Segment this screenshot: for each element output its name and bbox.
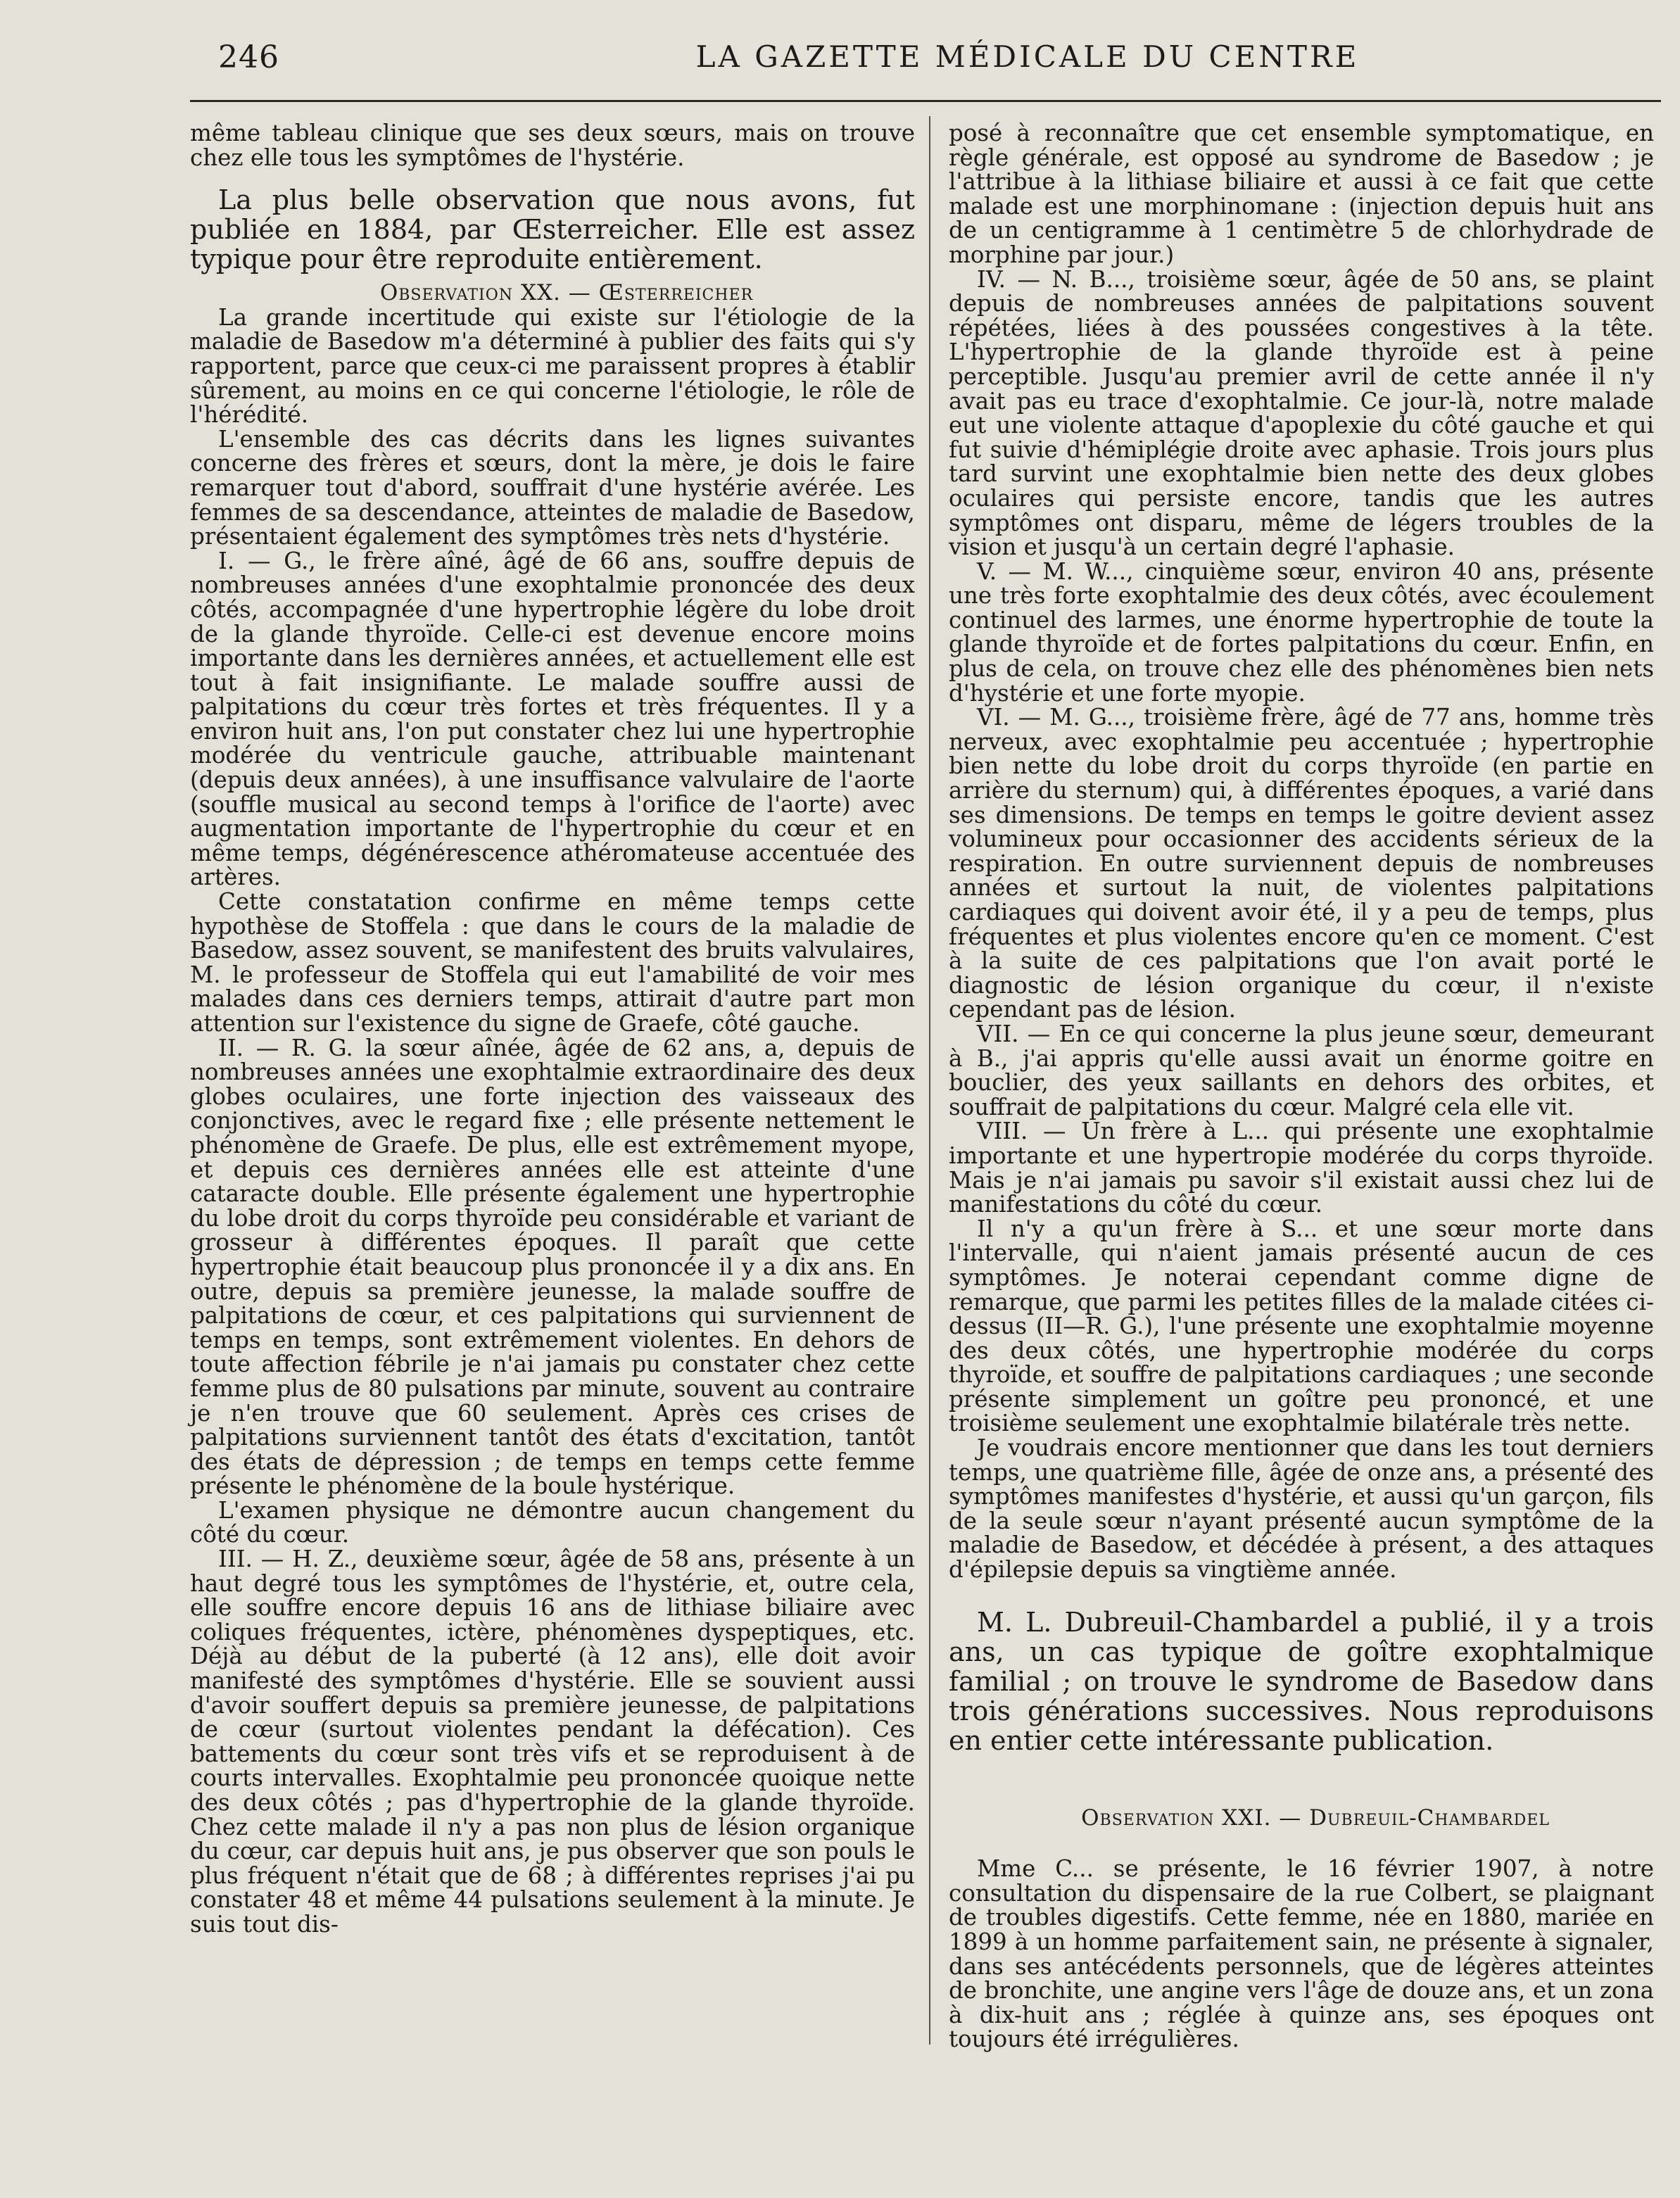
intro-paragraph: M. L. Dubreuil-Chambardel a publié, il y a trois ans, un cas typique de goître exophtalmique familial ; on trouve le syndrome de Basedow dans trois générations successives. Nous reproduisons en entier cette intéressante publication. <box>949 1606 1654 1756</box>
paragraph: Mme C... se présente, le 16 février 1907, à notre consultation du dispensaire de la rue Colbert, se plaignant de troubles digestifs. Cette femme, née en 1880, mariée en 1899 à un homme parfaitement sain, ne présente à signaler, dans ses antécédents personnels, que de légères atteintes de bronchite, une angine vers l'âge de douze ans, et un zona à dix-huit ans ; réglée à quinze ans, ses époques ont toujours été irrégulières. <box>949 1855 1654 2053</box>
case-paragraph: III. — H. Z., deuxième sœur, âgée de 58 ans, présente à un haut degré tous les symptômes de l'hystérie, et, outre cela, elle souffre encore depuis 16 ans de lithiase biliaire avec coliques fréquentes, ictère, phénomènes dyspeptiques, etc. Déjà au début de la puberté (à 12 ans), elle doit avoir manifesté des symptômes d'hystérie. Elle se souvient aussi d'avoir souffert depuis sa première jeunesse, de palpitations de cœur (surtout violentes pendant la défécation). Ces battements du cœur sont très vifs et se reproduisent à de courts intervalles. Exophtalmie peu prononcée quoique nette des deux côtés ; pas d'hypertrophie de la glande thyroïde. Chez cette malade il n'y a pas non plus de lésion organique du cœur, car depuis huit ans, je pus observer que son pouls le plus fréquent n'était que de 68 ; à différentes reprises j'ai pu constater 48 et même 44 pulsations seulement à la minute. Je suis tout dis- <box>190 1546 915 1938</box>
case-paragraph: IV. — N. B..., troisième sœur, âgée de 50 ans, se plaint depuis de nombreuses années de palpitations souvent répétées, liées à des poussées congestives à la tête. L'hypertrophie de la glande thyroïde est à peine perceptible. Jusqu'au premier avril de cette année il n'y avait pas eu trace d'exophtalmie. Ce jour-là, notre malade eut une violente attaque d'apoplexie du côté gauche et qui fut suivie d'hémiplégie droite avec aphasie. Trois jours plus tard survint une exophtalmie bien nette des deux globes oculaires qui persiste encore, tandis que les autres symptômes ont disparu, même de légers troubles de la vision et jusqu'à un certain degré l'aphasie. <box>949 265 1654 561</box>
paragraph: Je voudrais encore mentionner que dans les tout derniers temps, une quatrième fille, âgée de onze ans, a présenté des symptômes manifestes d'hystérie, et aussi qu'un garçon, fils de la seule sœur n'ayant présenté aucun symptôme de la maladie de Basedow, et décédée à présent, a des attaques d'épilepsie depuis sa vingtième année. <box>949 1434 1654 1584</box>
case-paragraph: VIII. — Un frère à L... qui présente une exophtalmie importante et une hypertropie modérée du corps thyroïde. Mais je n'ai jamais pu savoir s'il existait aussi chez lui de manifestations du côté du cœur. <box>949 1118 1654 1218</box>
case-paragraph: V. — M. W..., cinquième sœur, environ 40 ans, présente une très forte exophtalmie des deux côtés, avec écoulement continuel des larmes, une énorme hypertrophie de toute la glande thyroïde et de fortes palpitations du cœur. Enfin, en plus de cela, on trouve chez elle des phénomènes bien nets d'hystérie et une forte myopie. <box>949 557 1654 707</box>
page-header <box>190 34 1661 83</box>
observation-heading: Observation XXI. — Dubreuil-Chambardel <box>1081 1805 1550 1831</box>
paragraph: Cette constatation confirme en même temps cette hypothèse de Stoffela : que dans le cours de la maladie de Basedow, assez souvent, se manifestent des bruits valvulaires, M. le professeur de Stoffela qui eut l'amabilité de voir mes malades dans ces derniers temps, attirait d'autre part mon attention sur l'existence du signe de Graefe, côté gauche. <box>190 888 915 1037</box>
case-paragraph: I. — G., le frère aîné, âgé de 66 ans, souffre depuis de nombreuses années d'une exophtalmie prononcée des deux côtés, accompagnée d'une hypertrophie légère du lobe droit de la glande thyroïde. Celle-ci est devenue encore moins importante dans les dernières années, et actuellement elle est tout à fait insignifiante. Le malade souffre aussi de palpitations du cœur très fortes et très fréquentes. Il y a environ huit ans, l'on put constater chez lui une hypertrophie modérée du ventricule gauche, attribuable maintenant (depuis deux années), à une insuffisance valvulaire de l'aorte (souffle musical au second temps à l'orifice de l'aorte) avec augmentation importante de l'hypertrophie du cœur et en même temps, dégénérescence athéromateuse accentuée des artères. <box>190 547 915 891</box>
right-column <box>949 121 1654 2052</box>
header-rule <box>190 100 1661 102</box>
paragraph: posé à reconnaître que cet ensemble symptomatique, en règle générale, est opposé au syndrome de Basedow ; je l'attribue à la lithiase biliaire et aussi à ce fait que cette malade est une morphinomane : (injection depuis huit ans de un centigramme à 1 centimètre 5 de chlorhydrade de morphine par jour.) <box>949 120 1654 268</box>
left-column <box>190 121 915 1937</box>
paragraph: même tableau clinique que ses deux sœurs, mais on trouve chez elle tous les symptômes de l'hystérie. <box>190 120 915 171</box>
paragraph: Il n'y a qu'un frère à S... et une sœur morte dans l'intervalle, qui n'aient jamais présenté aucun de ces symptômes. Je noterai cependant comme digne de remarque, que parmi les petites filles de la malade citées ci-dessus (II—R. G.), l'une présente une exophtalmie moyenne des deux côtés, une hypertrophie modérée du corps thyroïde, et souffre de palpitations cardiaques ; une seconde présente simplement un goître peu prononcé, et une troisième seulement une exophtalmie bilatérale très nette. <box>949 1215 1654 1437</box>
paragraph: La grande incertitude qui existe sur l'étiologie de la maladie de Basedow m'a déterminé à publier des faits qui s'y rapportent, parce que ceux-ci me paraissent propres à établir sûrement, au moins en ce qui concerne l'étiologie, le rôle de l'hérédité. <box>190 303 915 429</box>
running-title: LA GAZETTE MÉDICALE DU CENTRE <box>695 39 1360 74</box>
paragraph: L'ensemble des cas décrits dans les lignes suivantes concerne des frères et sœurs, dont la mère, je dois le faire remarquer tout d'abord, souffrait d'une hystérie avérée. Les femmes de sa descendance, atteintes de maladie de Basedow, présentaient également des symptômes très nets d'hystérie. <box>190 425 915 550</box>
case-paragraph: VII. — En ce qui concerne la plus jeune sœur, demeurant à B., j'ai appris qu'elle aussi avait un énorme goitre en bouclier, des yeux saillants en dehors des orbites, et souffrait de palpitations du cœur. Malgré cela elle vit. <box>949 1020 1654 1120</box>
page-number: 246 <box>218 39 279 75</box>
intro-paragraph: La plus belle observation que nous avons, fut publiée en 1884, par Œsterreicher. Elle est assez typique pour être reproduite entièrement. <box>190 184 915 275</box>
column-divider <box>929 116 930 2045</box>
observation-heading: Observation XX. — Œsterreicher <box>379 280 754 306</box>
case-paragraph: II. — R. G. la sœur aînée, âgée de 62 ans, a, depuis de nombreuses années une exophtalmie extraordinaire des deux globes oculaires, une forte injection des vaisseaux des conjonctives, avec le regard fixe ; elle présente nettement le phénomène de Graefe. De plus, elle est extrêmement myope, et depuis ces dernières années elle est atteinte d'une cataracte double. Elle présente également une hypertrophie du lobe droit du corps thyroïde peu considérable et variant de grosseur à différentes époques. Il paraît que cette hypertrophie était beaucoup plus prononcée il y a dix ans. En outre, depuis sa première jeunesse, la malade souffre de palpitations de cœur, et ces palpitations qui surviennent de temps en temps, sont extrêmement violentes. En dehors de toute affection fébrile je n'ai jamais pu constater chez cette femme plus de 80 pulsations par minute, souvent au contraire je n'en trouve que 60 seulement. Après ces crises de palpitations surviennent tantôt des états d'excitation, tantôt des états de dépression ; de temps en temps cette femme présente le phénomène de la boule hystérique. <box>190 1034 915 1500</box>
paragraph: L'examen physique ne démontre aucun changement du côté du cœur. <box>190 1496 915 1548</box>
case-paragraph: VI. — M. G..., troisième frère, âgé de 77 ans, homme très nerveux, avec exophtalmie peu accentuée ; hypertrophie bien nette du lobe droit du corps thyroïde (en partie en arrière du sternum) qui, à différentes époques, a varié dans ses dimensions. De temps en temps le goitre devient assez volumineux pour occasionner des accidents sérieux de la respiration. En outre surviennent depuis de nombreuses années et surtout la nuit, de violentes palpitations cardiaques qui doivent avoir été, il y a peu de temps, plus fréquentes et plus violentes encore qu'en ce moment. C'est à la suite de ces palpitations que l'on avait porté le diagnostic de lésion organique du cœur, il n'existe cependant pas de lésion. <box>949 704 1654 1023</box>
